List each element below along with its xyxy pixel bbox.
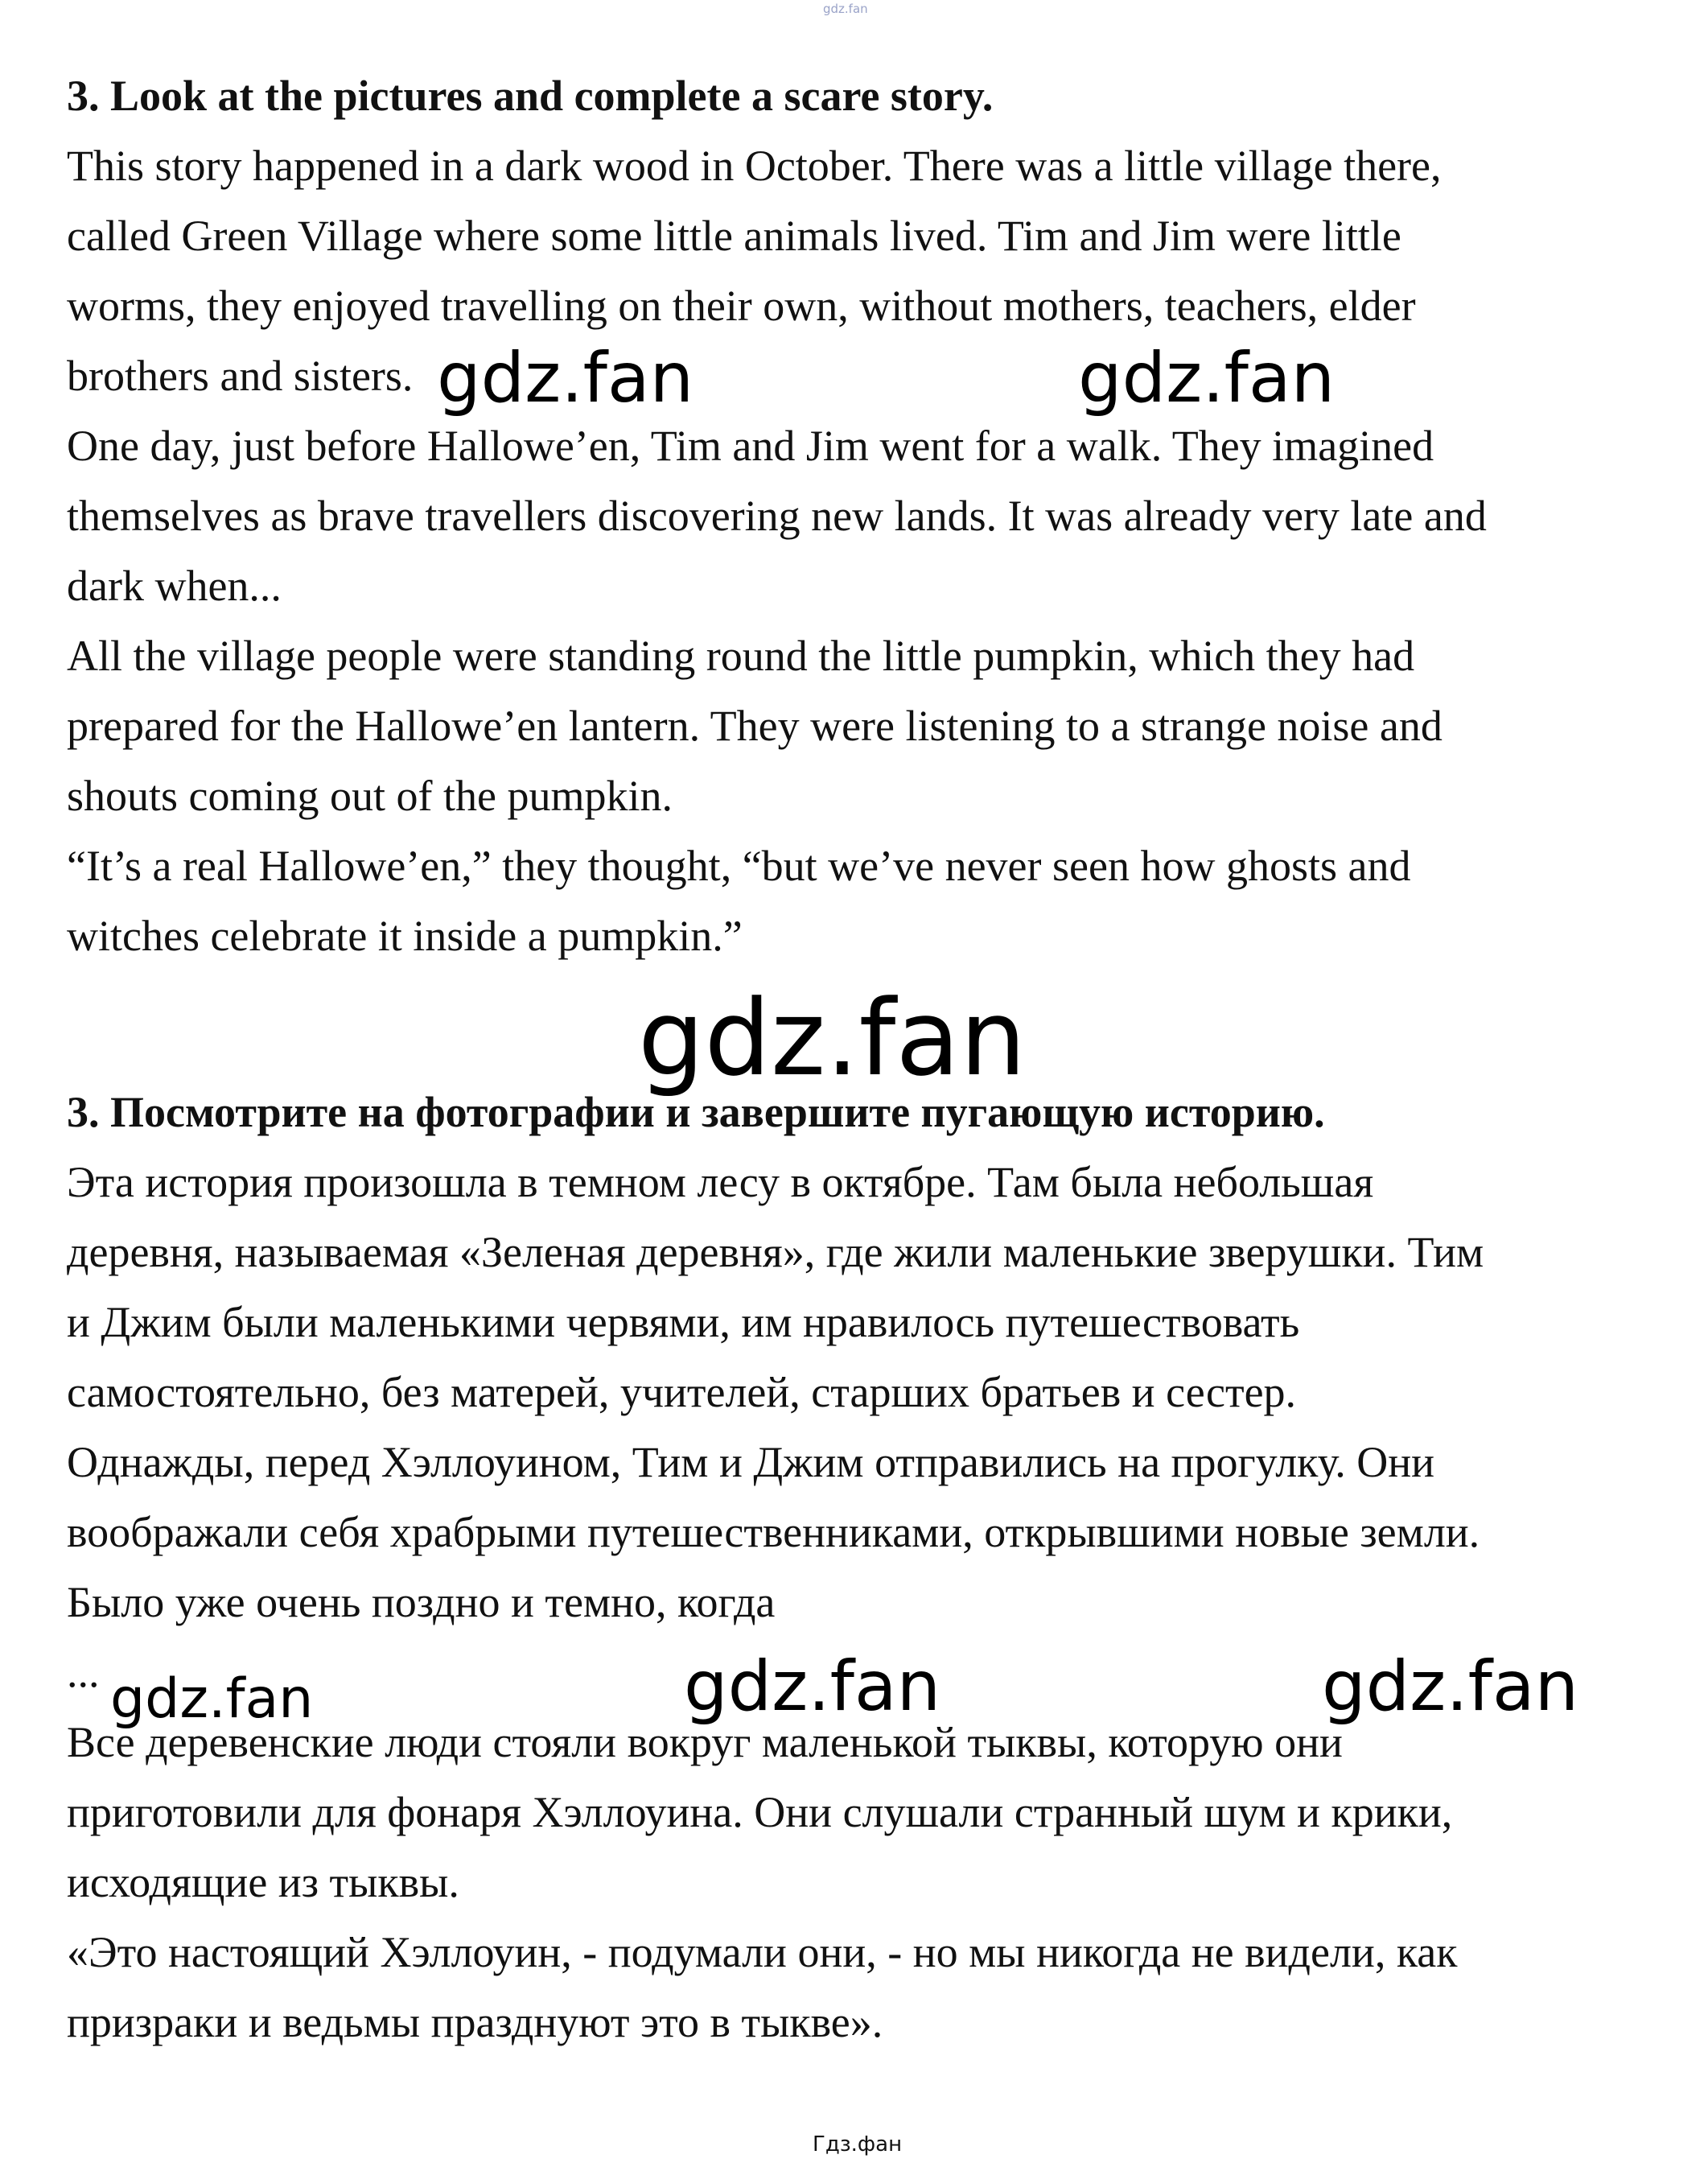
watermark-text: gdz.fan (437, 338, 694, 418)
english-heading: 3. Look at the pictures and complete a scare story. (67, 72, 994, 120)
text-line: ... (67, 1648, 100, 1696)
text-line: и Джим были маленькими червями, им нравилось путешествовать (67, 1298, 1300, 1346)
watermark-text: gdz.fan (684, 1646, 941, 1727)
text-line: witches celebrate it inside a pumpkin.” (67, 912, 743, 960)
watermark-text: gdz.fan (1078, 338, 1336, 418)
text-line: This story happened in a dark wood in October. There was a little village there, (67, 142, 1442, 190)
text-line: деревня, называемая «Зеленая деревня», где жили маленькие зверушки. Тим (67, 1228, 1484, 1276)
text-line: «Это настоящий Хэллоуин, - подумали они, - но мы никогда не видели, как (67, 1928, 1458, 1976)
text-line: shouts coming out of the pumpkin. (67, 772, 673, 820)
text-line: самостоятельно, без матерей, учителей, старших братьев и сестер. (67, 1368, 1297, 1416)
text-line: исходящие из тыквы. (67, 1858, 459, 1906)
russian-section (67, 1077, 1636, 2058)
footer-watermark: Гдз.фан (813, 2132, 903, 2157)
watermark-text: gdz.fan (1322, 1646, 1579, 1727)
english-section (67, 61, 1636, 971)
text-line: prepared for the Hallowe’en lantern. They were listening to a strange noise and (67, 702, 1443, 750)
text-line: dark when... (67, 562, 282, 610)
text-line: Однажды, перед Хэллоуином, Тим и Джим отправились на прогулку. Они (67, 1438, 1435, 1486)
russian-heading: 3. Посмотрите на фотографии и завершите пугающую историю. (67, 1088, 1325, 1136)
text-line: приготовили для фонаря Хэллоуина. Они слушали странный шум и крики, (67, 1788, 1453, 1836)
text-line: Эта история произошла в темном лесу в октябре. Там была небольшая (67, 1158, 1374, 1206)
header-watermark: gdz.fan (823, 2, 868, 16)
text-line: All the village people were standing round the little pumpkin, which they had (67, 632, 1415, 680)
text-line: themselves as brave travellers discovering new lands. It was already very late and (67, 492, 1487, 540)
text-line: Все деревенские люди стояли вокруг маленькой тыквы, которую они (67, 1718, 1343, 1766)
text-line: called Green Village where some little animals lived. Tim and Jim were little (67, 212, 1401, 260)
text-line: worms, they enjoyed travelling on their own, without mothers, teachers, elder (67, 282, 1416, 330)
watermark-text: gdz.fan (638, 977, 1027, 1099)
text-line: Было уже очень поздно и темно, когда (67, 1578, 776, 1626)
text-line: воображали себя храбрыми путешественниками, открывшими новые земли. (67, 1508, 1480, 1556)
text-line: призраки и ведьмы празднуют это в тыкве». (67, 1998, 883, 2046)
text-line: “It’s a real Hallowe’en,” they thought, “but we’ve never seen how ghosts and (67, 842, 1411, 890)
text-line: One day, just before Hallowe’en, Tim and Jim went for a walk. They imagined (67, 422, 1434, 470)
watermark-text: gdz.fan (110, 1667, 314, 1731)
text-line: brothers and sisters. (67, 352, 414, 400)
